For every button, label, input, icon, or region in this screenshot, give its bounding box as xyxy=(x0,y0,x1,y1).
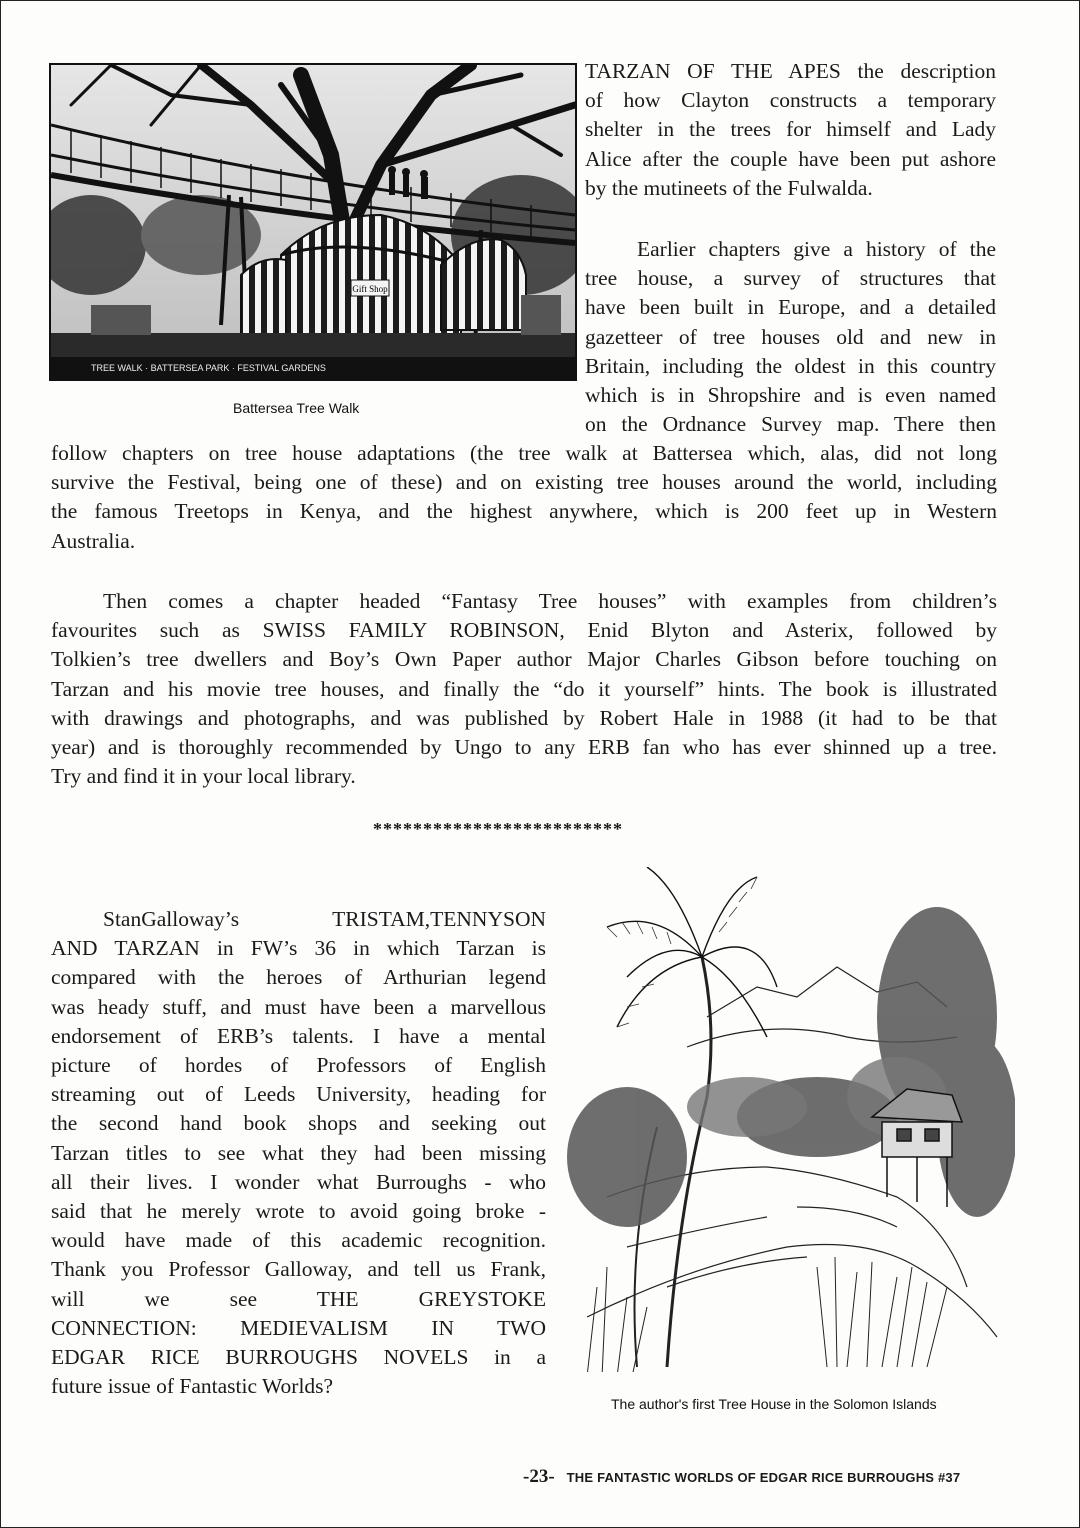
text-line: by the mutineets of the Fulwalda. xyxy=(585,175,873,200)
text-line: would have made of this academic recognition. xyxy=(51,1228,546,1253)
text-line: Earlier chapters give a history of the xyxy=(637,237,996,261)
text-line: gazetteer of tree houses old and new in xyxy=(585,324,996,349)
text-line: Tarzan titles to see what they had been missing xyxy=(51,1140,546,1165)
text-line: have been built in Europe, and a detailed xyxy=(585,295,996,320)
text-line: Tolkien’s tree dwellers and Boy’s Own Paper author Major Charles Gibson before touching on xyxy=(51,647,997,672)
section-separator: ************************* xyxy=(373,819,623,839)
text-line: will we see THE GREYSTOKE xyxy=(51,1286,546,1311)
text-line: StanGalloway’s TRISTAM,TENNYSON xyxy=(103,907,546,931)
text-line: AND TARZAN in FW’s 36 in which Tarzan is xyxy=(51,936,546,961)
text-line: on the Ordnance Survey map. There then xyxy=(585,412,996,437)
text-line: CONNECTION: MEDIEVALISM IN TWO xyxy=(51,1315,546,1340)
solomon-islands-sketch xyxy=(567,867,1015,1389)
text-line: compared with the heroes of Arthurian legend xyxy=(51,965,546,990)
intro-paragraph xyxy=(585,57,996,203)
text-line: picture of hordes of Professors of English xyxy=(51,1053,546,1078)
text-line: streaming out of Leeds University, heading for xyxy=(51,1082,546,1107)
sketch-caption: The author's first Tree House in the Solomon Islands xyxy=(611,1396,937,1412)
text-line: year) and is thoroughly recommended by Ungo to any ERB fan who has ever shinned up a tree. xyxy=(51,735,997,760)
text-line: with drawings and photographs, and was published by Robert Hale in 1988 (it had to be that xyxy=(51,705,997,730)
text-line: Then comes a chapter headed “Fantasy Tree houses” with examples from children’s xyxy=(103,589,997,613)
photo-caption: Battersea Tree Walk xyxy=(233,400,360,416)
text-line: EDGAR RICE BURROUGHS NOVELS in a xyxy=(51,1345,546,1370)
text-line: endorsement of ERB’s talents. I have a mental xyxy=(51,1023,546,1048)
text-line: tree house, a survey of structures that xyxy=(585,266,996,291)
text-line: said that he merely wrote to avoid going broke - xyxy=(51,1199,546,1224)
fantasy-paragraph xyxy=(51,587,997,791)
text-line: was heady stuff, and must have been a marvellous xyxy=(51,994,546,1019)
tree-house-drawing xyxy=(567,867,1015,1389)
page-footer xyxy=(523,1466,960,1488)
text-line: the second hand book shops and seeking out xyxy=(51,1111,546,1136)
text-line: follow chapters on tree house adaptations (the tree walk at Battersea which, alas, did not long xyxy=(51,441,997,465)
chapters-paragraph-full xyxy=(51,439,997,556)
text-line: which is in Shropshire and is even named xyxy=(585,383,996,408)
text-line: Thank you Professor Galloway, and tell us Frank, xyxy=(51,1257,546,1282)
shop-sign-text: Gift Shop xyxy=(352,284,388,294)
text-line: the famous Treetops in Kenya, and the highest anywhere, which is 200 feet up in Western xyxy=(51,499,997,524)
tree-walk-illustration xyxy=(51,65,575,379)
text-line: Australia. xyxy=(51,528,136,553)
text-line: Tarzan and his movie tree houses, and finally the “do it yourself” hints. The book is illustrated xyxy=(51,676,997,701)
photo-inscription: TREE WALK · BATTERSEA PARK · FESTIVAL GARDENS xyxy=(91,363,326,373)
page-number: -23- xyxy=(523,1466,555,1487)
text-line: survive the Festival, being one of these) and on existing tree houses around the world, including xyxy=(51,470,997,495)
text-line: of how Clayton constructs a temporary xyxy=(585,88,996,113)
text-line: Alice after the couple have been put ashore xyxy=(585,146,996,171)
battersea-tree-walk-photo xyxy=(49,63,577,381)
text-line: shelter in the trees for himself and Lady xyxy=(585,117,996,142)
text-line: TARZAN OF THE APES the description xyxy=(585,59,996,83)
galloway-paragraph xyxy=(51,905,546,1401)
text-line: favourites such as SWISS FAMILY ROBINSON, Enid Blyton and Asterix, followed by xyxy=(51,618,997,643)
text-line: future issue of Fantastic Worlds? xyxy=(51,1374,334,1399)
chapters-paragraph-column xyxy=(585,235,996,439)
text-line: Try and find it in your local library. xyxy=(51,764,356,789)
text-line: Britain, including the oldest in this country xyxy=(585,353,996,378)
text-line: all their lives. I wonder what Burroughs - who xyxy=(51,1169,546,1194)
publication-title: THE FANTASTIC WORLDS OF EDGAR RICE BURROUGHS #37 xyxy=(566,1470,961,1485)
